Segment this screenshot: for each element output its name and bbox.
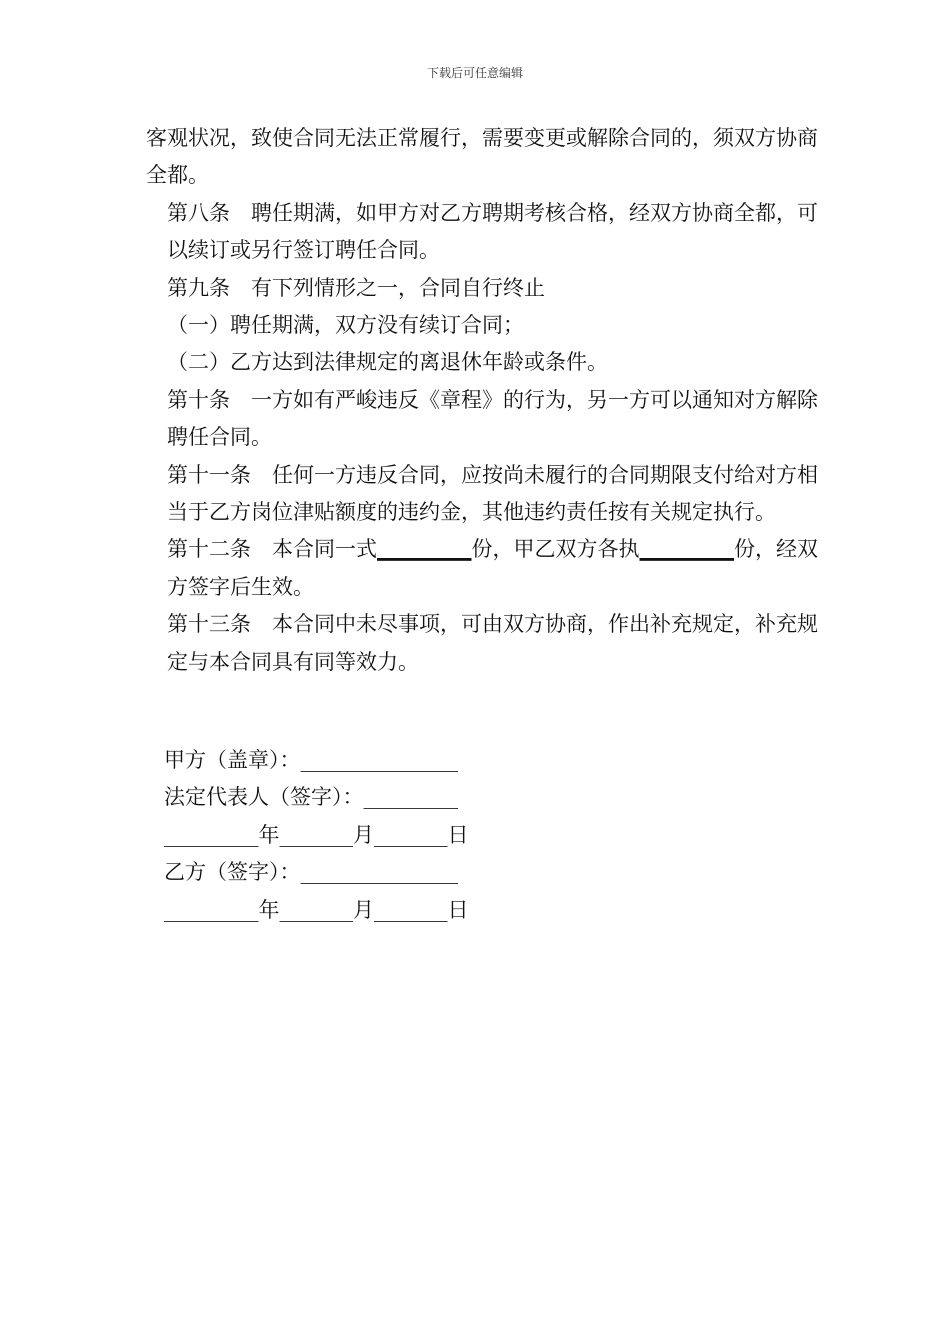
year-blank[interactable]: _________: [164, 822, 259, 847]
month-label: 月: [353, 822, 374, 847]
clause-text: （一）聘任期满，双方没有续订合同；: [167, 313, 524, 338]
article-text: 本合同中未尽事项，可由双方协商，作出补充规定，补充规定与本合同具有同等效力。: [167, 612, 818, 674]
party-a-blank[interactable]: _______________: [300, 748, 458, 772]
party-b-line: [164, 854, 469, 891]
year-blank[interactable]: _________: [164, 897, 259, 922]
article-text: 份，甲乙双方各执: [471, 537, 640, 562]
copies-each-blank[interactable]: _________: [639, 537, 734, 562]
legal-rep-blank[interactable]: _________: [363, 785, 458, 810]
article-9: [146, 270, 826, 307]
day-blank[interactable]: _______: [374, 822, 448, 847]
article-10: [146, 382, 826, 457]
article-number: 第八条: [167, 200, 230, 225]
header-text: 下载后可任意编辑: [426, 66, 523, 80]
signature-block: [164, 742, 469, 929]
year-label: 年: [258, 897, 280, 922]
month-label: 月: [353, 897, 374, 922]
copies-total-blank[interactable]: _________: [377, 537, 472, 562]
article-text: 本合同一式: [272, 537, 377, 562]
contract-body: [146, 120, 826, 681]
month-blank[interactable]: _______: [279, 897, 353, 922]
party-b-label: 乙方（签字）：: [164, 860, 301, 885]
clause-2: [146, 344, 826, 381]
party-a-line: [164, 742, 469, 779]
day-label: 日: [447, 822, 469, 847]
article-text: 一方如有严峻违反《章程》的行为，另一方可以通知对方解除聘任合同。: [167, 387, 818, 450]
article-number: 第十条: [167, 387, 230, 412]
article-8: [146, 195, 826, 270]
article-number: 第九条: [167, 275, 230, 300]
party-b-blank[interactable]: _______________: [300, 860, 458, 885]
legal-rep-line: [164, 779, 469, 816]
article-12: [146, 531, 826, 606]
article-11: [146, 457, 826, 532]
paragraph-continuation: [146, 120, 826, 195]
clause-text: （二）乙方达到法律规定的离退休年龄或条件。: [167, 350, 608, 375]
article-text: 任何一方违反合同，应按尚未履行的合同期限支付给对方相当于乙方岗位津贴额度的违约金，其他违约责任按有关规定执行。: [167, 462, 818, 525]
article-number: 第十二条: [167, 537, 251, 562]
article-number: 第十一条: [167, 462, 251, 487]
article-text: 聘任期满，如甲方对乙方聘期考核合格，经双方协商全都，可以续订或另行签订聘任合同。: [167, 200, 818, 263]
article-text: 有下列情形之一，合同自行终止: [251, 275, 545, 300]
month-blank[interactable]: _______: [279, 822, 353, 847]
article-number: 第十三条: [167, 612, 251, 637]
article-text: 份，经双方签字后生效。: [167, 537, 818, 599]
legal-rep-label: 法定代表人（签字）：: [164, 785, 364, 810]
day-label: 日: [447, 897, 469, 922]
clause-1: [146, 307, 826, 344]
date-a-line: [164, 817, 469, 854]
year-label: 年: [258, 822, 280, 847]
party-a-label: 甲方（盖章）：: [164, 748, 301, 772]
article-13: [146, 606, 826, 681]
date-b-line: [164, 892, 469, 929]
paragraph-text: 客观状况，致使合同无法正常履行，需要变更或解除合同的，须双方协商全都。: [146, 126, 818, 188]
page-header: [0, 64, 950, 81]
day-blank[interactable]: _______: [374, 897, 448, 922]
